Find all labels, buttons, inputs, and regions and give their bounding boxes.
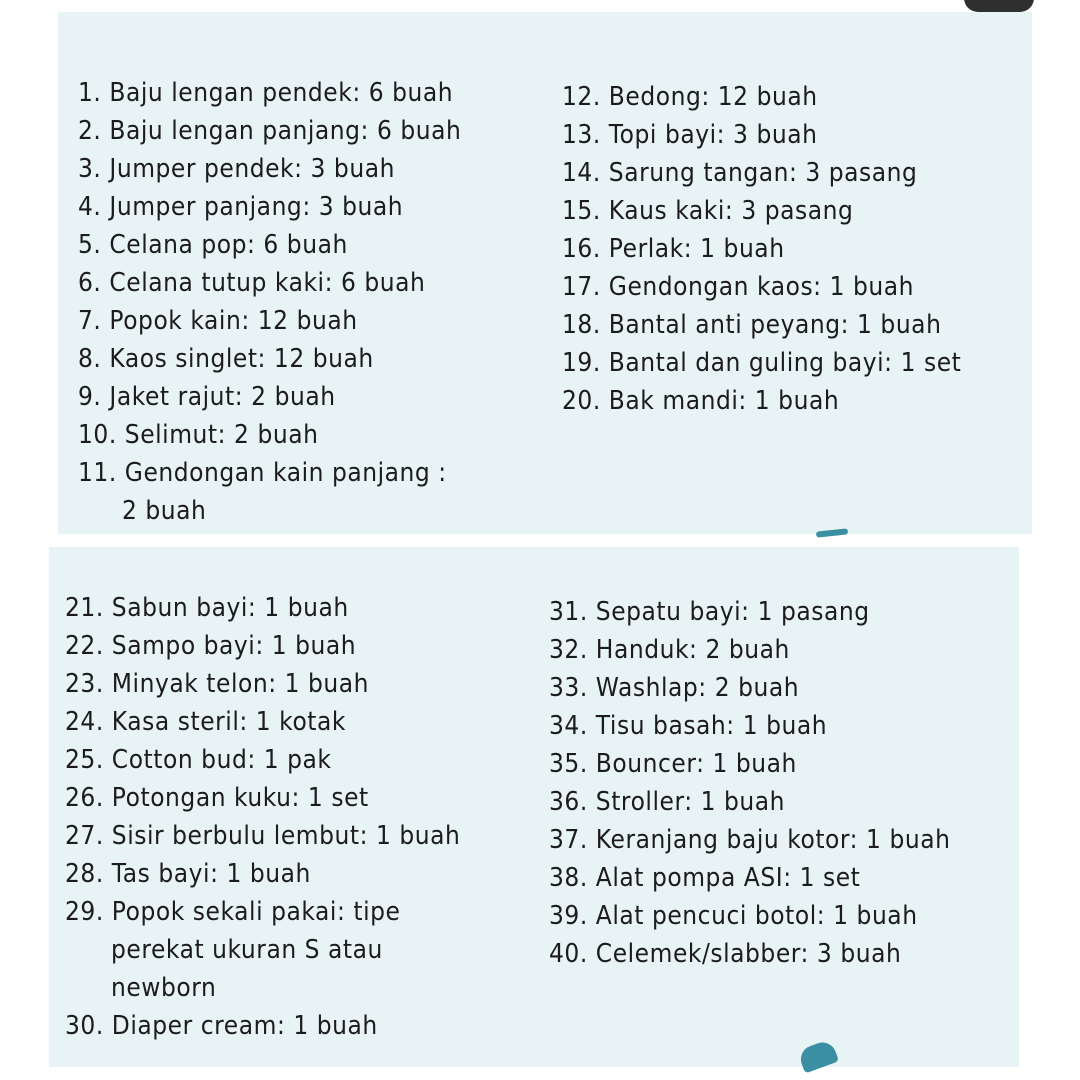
list-item: 24. Kasa steril: 1 kotak [65, 707, 346, 737]
list-item: 38. Alat pompa ASI: 1 set [549, 863, 861, 893]
corner-decoration [964, 0, 1034, 12]
list-item: 29. Popok sekali pakai: tipe [65, 897, 401, 927]
list-item: 20. Bak mandi: 1 buah [562, 386, 840, 416]
list-item: 2. Baju lengan panjang: 6 buah [78, 116, 462, 146]
list-item: 14. Sarung tangan: 3 pasang [562, 158, 918, 188]
list-item: 27. Sisir berbulu lembut: 1 buah [65, 821, 461, 851]
list-item: 15. Kaus kaki: 3 pasang [562, 196, 854, 226]
checklist-card-top [58, 12, 1032, 534]
list-item: 10. Selimut: 2 buah [78, 420, 319, 450]
list-item: 3. Jumper pendek: 3 buah [78, 154, 395, 184]
list-item: 4. Jumper panjang: 3 buah [78, 192, 404, 222]
list-item: 35. Bouncer: 1 buah [549, 749, 797, 779]
list-item: 25. Cotton bud: 1 pak [65, 745, 332, 775]
list-item: 18. Bantal anti peyang: 1 buah [562, 310, 942, 340]
list-item: 32. Handuk: 2 buah [549, 635, 790, 665]
list-item-continuation: perekat ukuran S atau [111, 935, 383, 965]
list-item: 6. Celana tutup kaki: 6 buah [78, 268, 426, 298]
list-item: 34. Tisu basah: 1 buah [549, 711, 828, 741]
list-item: 13. Topi bayi: 3 buah [562, 120, 818, 150]
list-item: 23. Minyak telon: 1 buah [65, 669, 370, 699]
list-item: 16. Perlak: 1 buah [562, 234, 785, 264]
list-item: 7. Popok kain: 12 buah [78, 306, 358, 336]
list-item: 1. Baju lengan pendek: 6 buah [78, 78, 454, 108]
list-item: 30. Diaper cream: 1 buah [65, 1011, 378, 1041]
list-item: 26. Potongan kuku: 1 set [65, 783, 369, 813]
list-item: 12. Bedong: 12 buah [562, 82, 818, 112]
list-item: 9. Jaket rajut: 2 buah [78, 382, 336, 412]
list-item: 19. Bantal dan guling bayi: 1 set [562, 348, 962, 378]
list-item: 37. Keranjang baju kotor: 1 buah [549, 825, 951, 855]
list-item: 5. Celana pop: 6 buah [78, 230, 348, 260]
list-item: 28. Tas bayi: 1 buah [65, 859, 311, 889]
list-item: 22. Sampo bayi: 1 buah [65, 631, 357, 661]
checklist-card-bottom [49, 547, 1019, 1067]
list-item-continuation: newborn [111, 973, 217, 1003]
list-item: 17. Gendongan kaos: 1 buah [562, 272, 915, 302]
list-item: 33. Washlap: 2 buah [549, 673, 800, 703]
list-item: 39. Alat pencuci botol: 1 buah [549, 901, 918, 931]
list-item: 31. Sepatu bayi: 1 pasang [549, 597, 870, 627]
list-item-continuation: 2 buah [122, 496, 207, 526]
list-item: 40. Celemek/slabber: 3 buah [549, 939, 902, 969]
list-item: 21. Sabun bayi: 1 buah [65, 593, 349, 623]
list-item: 11. Gendongan kain panjang : [78, 458, 447, 488]
list-item: 36. Stroller: 1 buah [549, 787, 786, 817]
list-item: 8. Kaos singlet: 12 buah [78, 344, 374, 374]
